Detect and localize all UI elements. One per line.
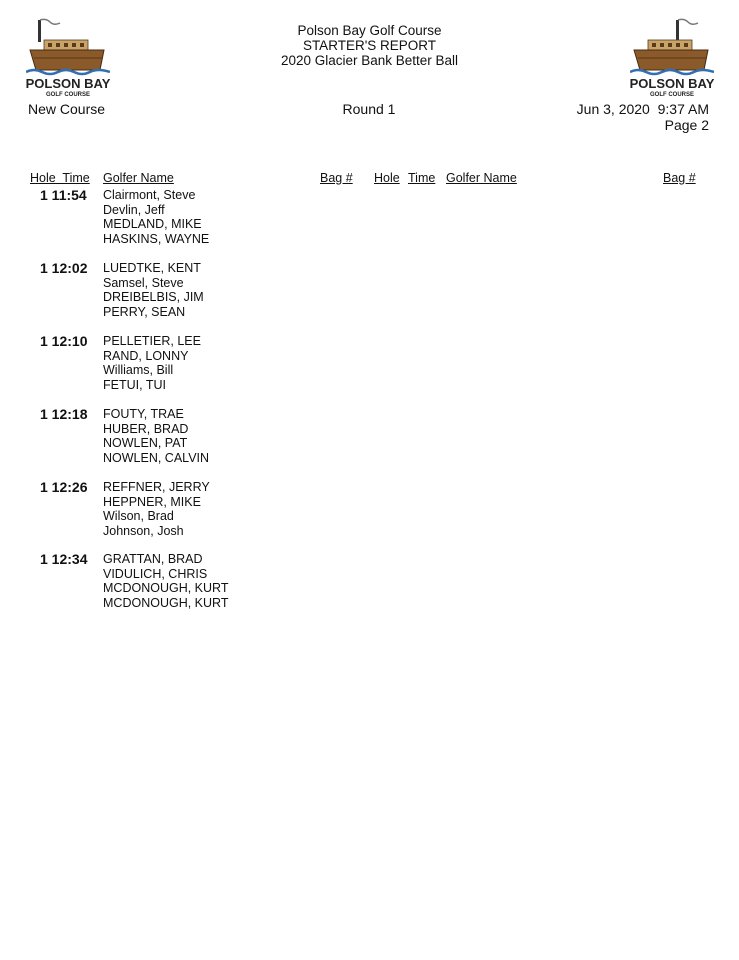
golfer-name: NOWLEN, PAT <box>103 436 188 451</box>
course-name: Polson Bay Golf Course <box>297 23 442 38</box>
col-hole-right: Hole <box>374 171 400 185</box>
col-bag-left: Bag # <box>320 171 353 185</box>
col-hole-time-left: Hole Time <box>30 171 90 185</box>
tee-time: 1 12:02 <box>40 260 88 276</box>
golfer-name: DREIBELBIS, JIM <box>103 290 204 305</box>
tee-time: 1 11:54 <box>40 187 87 203</box>
golfer-name: NOWLEN, CALVIN <box>103 450 210 465</box>
golfer-list <box>103 261 204 319</box>
golfer-name: REFFNER, JERRY <box>103 480 210 494</box>
golfer-name: Williams, Bill <box>103 363 174 378</box>
report-datetime: Jun 3, 2020 9:37 AM <box>576 101 709 117</box>
golfer-list <box>103 480 210 538</box>
col-golfer-name-left: Golfer Name <box>103 171 174 185</box>
golfer-name: GRATTAN, BRAD <box>103 552 203 566</box>
report-title: STARTER'S REPORT <box>302 38 437 53</box>
col-bag-right: Bag # <box>663 171 696 185</box>
tee-time: 1 12:34 <box>40 551 88 567</box>
col-golfer-name-right: Golfer Name <box>446 171 517 185</box>
golfer-name: Devlin, Jeff <box>103 202 165 217</box>
golfer-name: RAND, LONNY <box>103 348 189 363</box>
golfer-name: MEDLAND, MIKE <box>103 217 202 232</box>
golfer-list <box>103 407 209 465</box>
steamboat-logo-icon <box>630 16 714 98</box>
round-label: Round 1 <box>342 101 396 117</box>
golfer-name: MCDONOUGH, KURT <box>103 595 229 610</box>
tee-time: 1 12:10 <box>40 333 88 349</box>
golfer-name: Samsel, Steve <box>103 275 184 290</box>
golfer-name: VIDULICH, CHRIS <box>103 566 208 581</box>
tee-time: 1 12:26 <box>40 479 88 495</box>
report-header <box>200 23 539 68</box>
golfer-name: FETUI, TUI <box>103 377 166 392</box>
golfer-list <box>103 552 228 610</box>
golfer-name: HEPPNER, MIKE <box>103 494 201 509</box>
golfer-list <box>103 334 201 392</box>
golfer-name: Johnson, Josh <box>103 523 184 538</box>
logo-wordmark-line1: POLSON BAY <box>630 76 714 91</box>
golfer-name: PELLETIER, LEE <box>103 334 201 348</box>
golfer-name: MCDONOUGH, KURT <box>103 581 229 596</box>
logo-left <box>26 16 110 98</box>
logo-right <box>630 16 714 98</box>
logo-wordmark-line2: GOLF COURSE <box>649 92 695 98</box>
logo-wordmark-line1: POLSON BAY <box>26 76 110 91</box>
page-number: Page 2 <box>664 117 709 133</box>
steamboat-logo-icon <box>26 16 110 98</box>
course-label: New Course <box>28 101 106 117</box>
logo-wordmark-line2: GOLF COURSE <box>45 92 91 98</box>
golfer-name: LUEDTKE, KENT <box>103 261 201 275</box>
col-time-right: Time <box>408 171 436 185</box>
golfer-name: HUBER, BRAD <box>103 421 189 436</box>
event-name: 2020 Glacier Bank Better Ball <box>280 53 459 68</box>
golfer-name: Clairmont, Steve <box>103 188 196 202</box>
tee-time: 1 12:18 <box>40 406 88 422</box>
golfer-name: Wilson, Brad <box>103 509 174 524</box>
golfer-list <box>103 188 209 246</box>
golfer-name: HASKINS, WAYNE <box>103 231 210 246</box>
golfer-name: FOUTY, TRAE <box>103 407 184 421</box>
golfer-name: PERRY, SEAN <box>103 304 186 319</box>
